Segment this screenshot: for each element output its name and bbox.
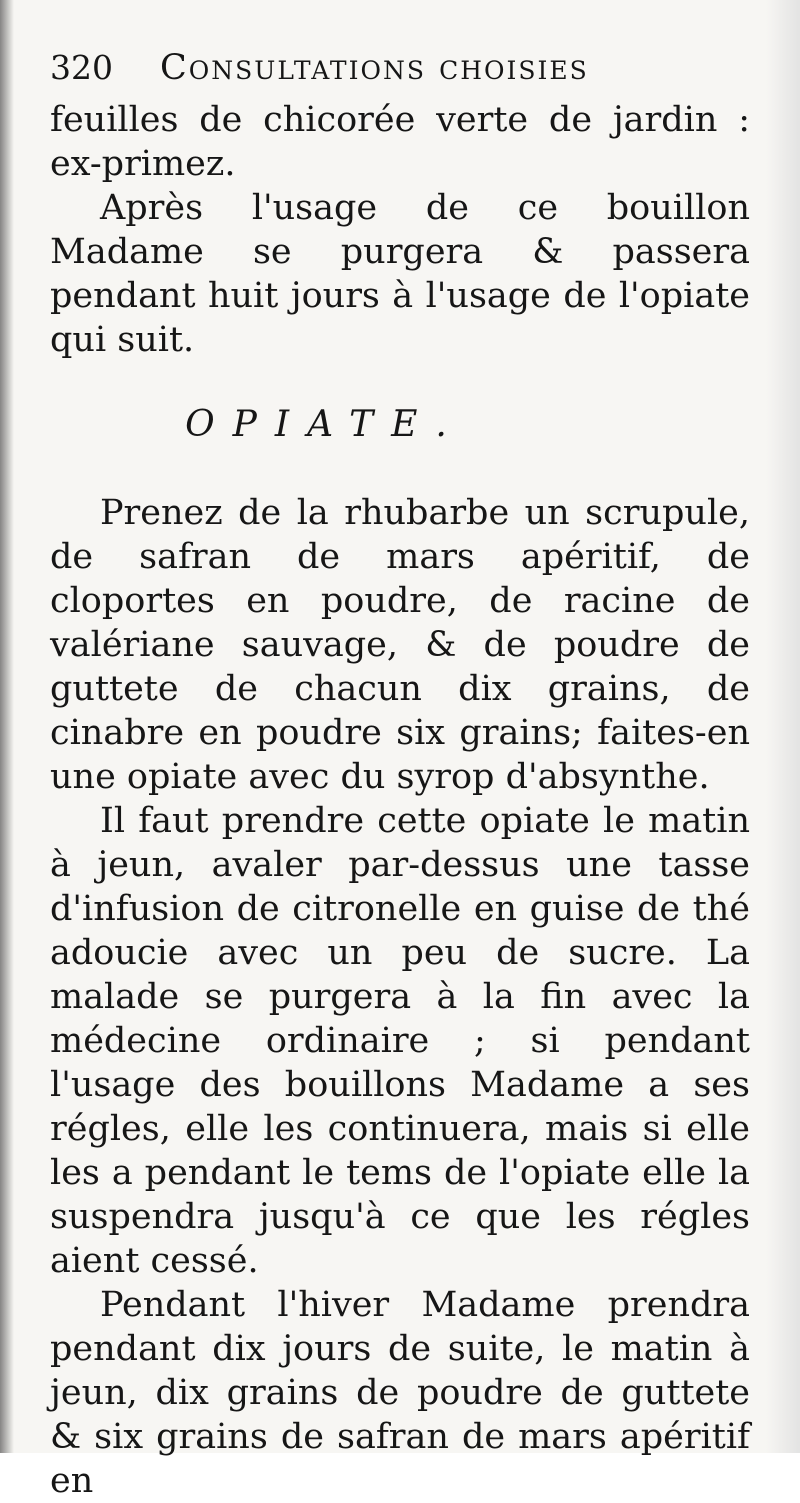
paragraph-winter: Pendant l'hiver Madame prendra pendant dix jours de suite, le matin à jeun, dix grains de poudre de guttete & six grains de safran de mars apéritif en	[50, 1285, 750, 1501]
section-title: OPIATE.	[185, 404, 465, 445]
paragraph-recipe: Prenez de la rhubarbe un scrupule, de safran de mars apéritif, de cloportes en poudre, de racine de valériane sauvage, & de poudre de guttete de chacun dix grains, de cinabre en poudre six grains; faites-en une opiate avec du syrop d'absynthe.	[50, 493, 750, 797]
paragraph-continuation: feuilles de chicorée verte de jardin : ex-primez.	[50, 100, 750, 184]
paragraph-bouillon: Après l'usage de ce bouillon Madame se purgera & passera pendant huit jours à l'usage de l'opiate qui suit.	[50, 188, 750, 360]
page-header	[50, 48, 750, 98]
page-text-block	[50, 48, 750, 1503]
page-number: 320	[50, 48, 113, 87]
paragraph-instructions: Il faut prendre cette opiate le matin à jeun, avaler par-dessus une tasse d'infusion de citronelle en guise de thé adoucie avec un peu de sucre. La malade se purgera à la fin avec la médecine ordinaire ; si pendant l'usage des bouillons Madame a ses régles, elle les continuera, mais si elle les a pendant le tems de l'opiate elle la suspendra jusqu'à ce que les régles aient cessé.	[50, 801, 750, 1281]
running-head: Consultations choisies	[160, 48, 589, 88]
